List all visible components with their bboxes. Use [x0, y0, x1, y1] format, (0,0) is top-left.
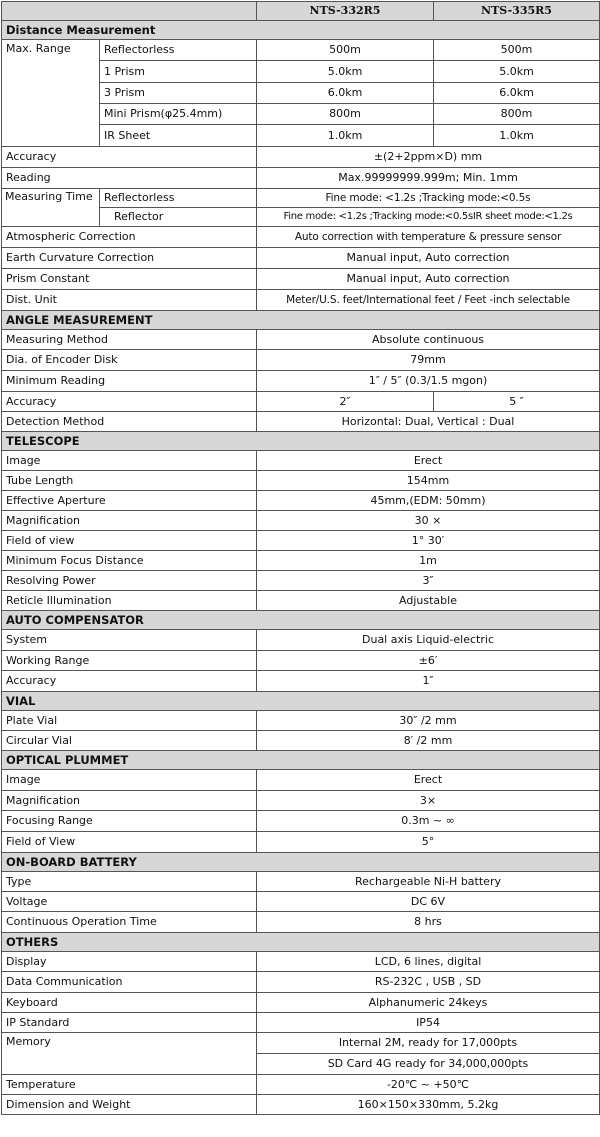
spec-label: Magnification: [2, 511, 257, 531]
spec-label: Dia. of Encoder Disk: [2, 350, 257, 371]
table-row: [2, 912, 600, 933]
spec-value: LCD, 6 lines, digital: [257, 952, 600, 972]
spec-label: Magnification: [2, 791, 257, 811]
table-row: [2, 40, 600, 61]
table-row: [2, 189, 600, 208]
section-title: VIAL: [2, 692, 600, 711]
spec-label: Focusing Range: [2, 811, 257, 832]
table-row: [2, 791, 600, 811]
spec-value: 1″ / 5″ (0.3/1.5 mgon): [257, 371, 600, 392]
table-row: [2, 350, 600, 371]
spec-label: Atmospheric Correction: [2, 227, 257, 248]
spec-label: Effective Aperture: [2, 491, 257, 511]
table-row: [2, 248, 600, 269]
spec-label: Accuracy: [2, 147, 257, 168]
table-row: [2, 392, 600, 412]
table-row: [2, 290, 600, 311]
range-value-b: 1.0km: [434, 125, 600, 147]
spec-label: Tube Length: [2, 471, 257, 491]
spec-value: 8 hrs: [257, 912, 600, 933]
spec-label: Resolving Power: [2, 571, 257, 591]
spec-value: Adjustable: [257, 591, 600, 611]
table-row: [2, 491, 600, 511]
table-row: [2, 811, 600, 832]
range-value-b: 5.0km: [434, 61, 600, 83]
spec-label: Measuring Method: [2, 330, 257, 350]
section-angle: [2, 311, 600, 330]
section-title: ANGLE MEASUREMENT: [2, 311, 600, 330]
spec-label: Minimum Focus Distance: [2, 551, 257, 571]
table-row: [2, 412, 600, 432]
section-others: [2, 933, 600, 952]
max-range-label: Max. Range: [2, 40, 100, 147]
spec-label: Dimension and Weight: [2, 1095, 257, 1115]
spec-value: 154mm: [257, 471, 600, 491]
table-row: [2, 330, 600, 350]
range-value-a: 1.0km: [257, 125, 434, 147]
spec-label: Circular Vial: [2, 731, 257, 751]
spec-value: 45mm,(EDM: 50mm): [257, 491, 600, 511]
spec-label: Prism Constant: [2, 269, 257, 290]
table-row: [2, 1013, 600, 1033]
section-battery: [2, 853, 600, 872]
spec-value: 3″: [257, 571, 600, 591]
spec-value: Alphanumeric 24keys: [257, 993, 600, 1013]
spec-value: Max.99999999.999m; Min. 1mm: [257, 168, 600, 189]
spec-value: Fine mode: <1.2s ;Tracking mode:<0.5sIR sheet mode:<1.2s: [257, 208, 600, 227]
range-value-b: 800m: [434, 104, 600, 125]
spec-label: Field of View: [2, 832, 257, 853]
section-plummet: [2, 751, 600, 770]
spec-value: 8′ /2 mm: [257, 731, 600, 751]
spec-label: Type: [2, 872, 257, 892]
range-label: Reflectorless: [100, 40, 257, 61]
range-label: 3 Prism: [100, 83, 257, 104]
spec-value: Auto correction with temperature & pressure sensor: [257, 227, 600, 248]
table-row: [2, 892, 600, 912]
spec-value: DC 6V: [257, 892, 600, 912]
table-row: [2, 371, 600, 392]
spec-value: 0.3m ~ ∞: [257, 811, 600, 832]
table-row: [2, 993, 600, 1013]
table-row: [2, 227, 600, 248]
table-row: [2, 872, 600, 892]
spec-label: System: [2, 630, 257, 651]
spec-value: 1m: [257, 551, 600, 571]
spec-label: Reflectorless: [100, 189, 257, 208]
table-row: [2, 551, 600, 571]
section-compensator: [2, 611, 600, 630]
range-value-a: 800m: [257, 104, 434, 125]
range-value-a: 6.0km: [257, 83, 434, 104]
spec-value: ±(2+2ppm×D) mm: [257, 147, 600, 168]
table-row: [2, 651, 600, 671]
section-title: OPTICAL PLUMMET: [2, 751, 600, 770]
section-distance: [2, 21, 600, 40]
spec-label: IP Standard: [2, 1013, 257, 1033]
spec-label: Plate Vial: [2, 711, 257, 731]
section-title: ON-BOARD BATTERY: [2, 853, 600, 872]
section-telescope: [2, 432, 600, 451]
table-row: [2, 531, 600, 551]
range-label: IR Sheet: [100, 125, 257, 147]
spec-label: Minimum Reading: [2, 371, 257, 392]
spec-value: Fine mode: <1.2s ;Tracking mode:<0.5s: [257, 189, 600, 208]
spec-label: Memory: [2, 1033, 257, 1075]
spec-value: RS-232C , USB , SD: [257, 972, 600, 993]
section-title: AUTO COMPENSATOR: [2, 611, 600, 630]
table-row: [2, 952, 600, 972]
model-a-header: NTS-332R5: [257, 2, 434, 21]
spec-label: Reading: [2, 168, 257, 189]
spec-value: Manual input, Auto correction: [257, 248, 600, 269]
spec-value: Meter/U.S. feet/International feet / Feet -inch selectable: [257, 290, 600, 311]
section-title: OTHERS: [2, 933, 600, 952]
table-row: [2, 471, 600, 491]
spec-value: ±6′: [257, 651, 600, 671]
table-row: [2, 731, 600, 751]
range-value-a: 500m: [257, 40, 434, 61]
spec-value: Absolute continuous: [257, 330, 600, 350]
spec-label: Continuous Operation Time: [2, 912, 257, 933]
spec-label: Reflector: [100, 208, 257, 227]
spec-value: Rechargeable Ni-H battery: [257, 872, 600, 892]
spec-value: Erect: [257, 451, 600, 471]
spec-label: Display: [2, 952, 257, 972]
spec-label: Voltage: [2, 892, 257, 912]
table-row: [2, 1033, 600, 1054]
table-row: [2, 832, 600, 853]
table-row: [2, 168, 600, 189]
spec-value: 3×: [257, 791, 600, 811]
spec-value: Horizontal: Dual, Vertical : Dual: [257, 412, 600, 432]
table-row: [2, 630, 600, 651]
table-row: [2, 972, 600, 993]
range-label: Mini Prism(φ25.4mm): [100, 104, 257, 125]
spec-value: 5°: [257, 832, 600, 853]
table-row: [2, 1095, 600, 1115]
table-row: [2, 711, 600, 731]
section-title: Distance Measurement: [2, 21, 600, 40]
table-row: [2, 511, 600, 531]
spec-label: Detection Method: [2, 412, 257, 432]
table-row: [2, 147, 600, 168]
spec-value: -20℃ ~ +50℃: [257, 1075, 600, 1095]
accuracy-value-a: 2″: [257, 392, 434, 412]
range-value-a: 5.0km: [257, 61, 434, 83]
range-label: 1 Prism: [100, 61, 257, 83]
measuring-time-label: Measuring Time: [2, 189, 100, 227]
spec-value: 30″ /2 mm: [257, 711, 600, 731]
spec-value: SD Card 4G ready for 34,000,000pts: [257, 1054, 600, 1075]
table-row: [2, 1075, 600, 1095]
spec-label: Field of view: [2, 531, 257, 551]
spec-label: Data Communication: [2, 972, 257, 993]
accuracy-value-b: 5 ″: [434, 392, 600, 412]
spec-value: Dual axis Liquid-electric: [257, 630, 600, 651]
spec-label: Temperature: [2, 1075, 257, 1095]
section-title: TELESCOPE: [2, 432, 600, 451]
spec-value: IP54: [257, 1013, 600, 1033]
model-b-header: NTS-335R5: [434, 2, 600, 21]
table-header-row: [2, 2, 600, 21]
spec-value: Manual input, Auto correction: [257, 269, 600, 290]
spec-label: Accuracy: [2, 392, 257, 412]
spec-label: Dist. Unit: [2, 290, 257, 311]
range-value-b: 6.0km: [434, 83, 600, 104]
spec-label: Accuracy: [2, 671, 257, 692]
spec-label: Image: [2, 451, 257, 471]
range-value-b: 500m: [434, 40, 600, 61]
spec-table: [1, 1, 600, 1115]
table-row: [2, 591, 600, 611]
table-row: [2, 671, 600, 692]
section-vial: [2, 692, 600, 711]
spec-value: 1° 30′: [257, 531, 600, 551]
spec-value: 79mm: [257, 350, 600, 371]
spec-value: 160×150×330mm, 5.2kg: [257, 1095, 600, 1115]
table-row: [2, 770, 600, 791]
table-row: [2, 451, 600, 471]
spec-label: Keyboard: [2, 993, 257, 1013]
table-row: [2, 571, 600, 591]
table-row: [2, 269, 600, 290]
spec-label: Working Range: [2, 651, 257, 671]
spec-value: 1″: [257, 671, 600, 692]
spec-value: Internal 2M, ready for 17,000pts: [257, 1033, 600, 1054]
spec-value: Erect: [257, 770, 600, 791]
spec-value: 30 ×: [257, 511, 600, 531]
spec-label: Earth Curvature Correction: [2, 248, 257, 269]
header-blank-cell: [2, 2, 257, 21]
spec-label: Reticle Illumination: [2, 591, 257, 611]
spec-label: Image: [2, 770, 257, 791]
